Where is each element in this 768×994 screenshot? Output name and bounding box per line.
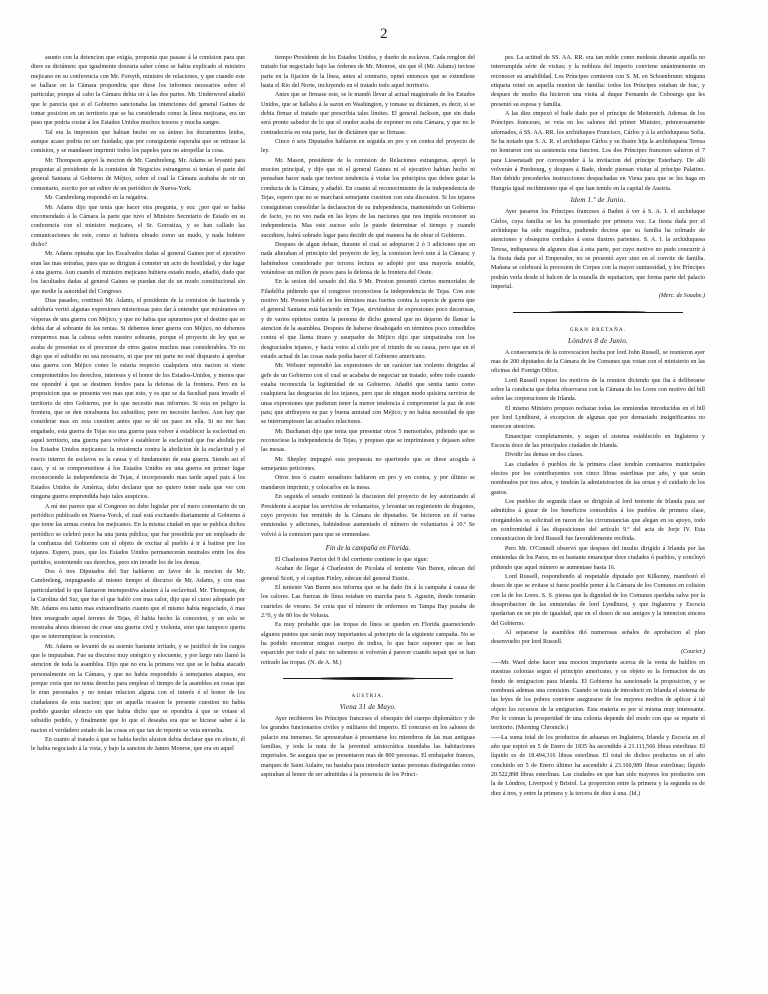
- section-divider-rule: [491, 308, 705, 319]
- source-attribution: (Courier.): [680, 648, 705, 655]
- dateline-heading: Lóndres 8 de Junio.: [568, 336, 628, 345]
- page-folio-number: 2: [380, 26, 388, 42]
- article-paragraph: Mr. Adams opinaba que los Escalvados dadas al general Gaines por el ejecutivo eran las mas estrañas, pues que se dirigian á cometer un acto de hostilidad, y dar lugar á una guerra. Aun cuando el ministro mejicano hubiera estado mudo, añadió, dudo que los facultades dadas al general Gaines se puedan dar de un modo constitucional sin que medie la autoridad del Congreso.: [31, 251, 245, 295]
- article-paragraph: Los pueblos de segunda clase se dirigirán al lord teniente de Irlanda para ser admitidos á gozar de los beneficios concedidos á los pueblos de primera clase, otorgándoles su solicitud en razon de las circunstancias que alegan en su apoyo, todo en conformidad á las disposiciones del artículo 9.º del acta de Jorje IV. Esta comunicacion de lord Russell fue favorablemente recibida.: [491, 499, 705, 543]
- article-paragraph: Mr. Adams dijo que tenia que hacer otra pregunta, y era: ¿por qué se habia encomendado á la Cámara la parte que tuvo el Ministro Secretario de Estado en su conferencia con el ministro mejicano, el Sr. Gorostiza, y se han callado las comunicaciones de este, como si hubiera obrado como un mudo, y nada hubiere dicho?: [31, 204, 245, 248]
- article-paragraph: A mí me parece que el Congreso no debe legislar por el mero comentario de un periódico publicado en Nueva-Yorck, el cual está excitando diariamente al Gobierno á que tome las armas contra los mejicanos. En la misma ciudad en que se publica dichos periódico se celebró poco ha una junta pública; que fue presidida por un empleado de la confianza del Gobierno con el objeto de excitar al pueblo á ir á batirse por los tejanos. Espero, pues, que los Estados Unidos permanecerán neutrales entre los dos partidos, sosteniendo sus derechos, pero sin invadir los de los demas.: [31, 503, 245, 566]
- article-paragraph: El mismo Ministro propuso rechazar todas las enmiendas introducidas en el bill por lord Lyndhurst, á excepcion de algunas que por demasiado insignificantes no merecen atencion.: [491, 405, 705, 431]
- article-paragraph: A las diez empezó el baile dado por el príncipe de Metternich. Ademas de los Príncipes franceses, se veia en los salones del primer Ministro, primorosamente adornados, á SS. AA. RR. los archiduques Francisco, Cárlos y á la archiduquesa Sofia. Se ha notado que S. A. R. el archiduque Cárlos y su ilustre hija la archiduquesa Teresa no honraron con su asistencia esta funcion. Los dos Príncipes franceses salieron el 7 para Liesenstadt por corresponder á la invitacion del príncipe Esterhazy. De allí volverán á Presbourg, y despues á Bade, donde piensan visitar al príncipe Palatino. Han debido precederles instrucciones despachadas en Viena para que se les haga en Hungría igual recibimiento que el que han tenido en la capital de Austria.: [491, 111, 705, 192]
- article-paragraph: Dividir las demas en dos clases.: [505, 452, 584, 459]
- source-attribution: (Merc. de Souabe.): [658, 293, 705, 300]
- dateline-heading: Idem 1.º de Junio.: [570, 196, 626, 205]
- article-paragraph: Acaban de llegar á Charleston de Picolata el teniente Van Buren, edecan del general Scott, y el capitan Finley, edecan del general Eustin.: [261, 566, 475, 582]
- article-paragraph: El teniente Van Buren nos informa que se ha dado fin á la campaña á causa de los calores. Las fuerzas de línea estaban en marcha para S. Agustin, donde tomarán cuarteles de verano. Se creia que el número de enfermos en Tampa Bay pasaba de 2.º0, y de 80 los de Volusia.: [261, 584, 475, 619]
- article-paragraph: Al separarse la asamblea dió numerosas señales de aprobacion al plan desenvuelto por lord Russell.: [491, 629, 705, 646]
- article-paragraph: En la sesion del senado del dia 9 Mr. Preston presentó ciertos memoriales de Filadelfia pidiendo que el congreso reconociese la independencia de Tejas. Con este motivo Mr. Preston habló en los términos mas fuertes contra la especie de guerra que el general Santana está haciendo en Tejas, sirviéndose de expresiones poco decorosas, y de varios epítetos contra la persona de dicho general que no dejaron de llamar la atencion de la asamblea. Despues de haberse desahogado en términos poco comedidos contra el que llama tirano y usurpador de Méjico dijo que simpatizaba con los desgraciados tejanos, y hacia votos al cielo por el triunfo de su causa, pero que en el estado actual de las cosas nada podia hacer el Gobierno americano.: [261, 279, 475, 360]
- article-paragraph: tiempo Presidente de los Estados Unidos, y dueño de esclavos. Cada renglon del tratado fue negociado bajo las órdenes de Mr. Monroe, sin que él (Mr. Adams) tuviese parte en la fijacion de la línea, antes al contrario, opinó entonces que se extendiese hasta el Rio del Norte, incluyendo en el tratado todo aquel territorio.: [261, 55, 475, 90]
- article-paragraph: Emancipar completamente, y segun el sistema establecido en Inglaterra y Escocia doce de las principales ciudades de Irlanda.: [491, 433, 705, 450]
- article-paragraph: En cuanto al tratado á que se habia hecho alusion debia declarar que en efecto, él le habia negociado á la vista, y bajo la sancion de James Monroe, que era en aquel: [31, 737, 245, 753]
- article-paragraph: A consecuencia de la convocacion hecha por lord John Russell, se reunieron ayer mas de 200 diputados de la Cámara de los Comunes que votan con el ministerio en las oficinas del Foreign Office.: [491, 349, 705, 375]
- article-paragraph: Mr. Cambreleng respondió en la negativa.: [45, 195, 148, 202]
- article-paragraph: Ayer pasaron los Príncipes franceses á Baden á ver á S. A. I. el archiduque Cárlos, cuya familia se les ha presentado por primera vez. La fiesta dada por el archiduque ha sido magnífica, pudiendo decirse que su familia ha colmado de atenciones y obsequios cordiales á estos ilustres parientes. S. A. I. la archiduquesa Teresa, indispuesta de algunos dias á esta parte, por cuyo motivo no pudo concurrir á la fiesta dada por el Emperador, no se presentó ayer sino en el convite de familia. Mañana se celebrará la procesion de Corpus con la mayor suntuosidad, y los Príncipes podrán verla desde el balcon de la muralla de equitacion, que forma parte del palacio imperial.: [491, 209, 705, 290]
- article-paragraph: Mr. Buchanan dijo que tenia que presentar otros 5 memoriales, pidiendo que se reconociese la independencia de Tejas, y propuso que se imprimiesen y dejasen sobre las mesas.: [261, 428, 475, 454]
- article-paragraph: Mr. Shepley impugnó esta propuesta no queriendo que se diese acogida á semejantes peticiones.: [261, 456, 475, 473]
- article-paragraph: Dos ó tres Diputados del Sur hablaron en favor de la mocion de Mr. Cambreleng, impugnando al mismo tiempo el discurso de Mr. Adams, y con mas particularidad lo que llamaron intempestiva alusion á la esclavitud. Mr. Thompson, de la Carolina del Sur, que fue el que habló con mas calor, dijo que el curso adoptado por Mr. Adams era tanto mas extraordinario cuanto que el mismo habia negociado, ó mas bien ensegrado aquel terreno de Tejas, él habia hecho la concesion, y un solo se mostraba ahora deseoso de crear una guerra civil y violenta, sino que tampoco queria que se interrumpiese la concesion.: [31, 568, 245, 641]
- country-heading: AUSTRIA.: [351, 693, 385, 699]
- text-column-2: [261, 54, 475, 780]
- article-paragraph: Las ciudades ó pueblos de la primera clase tendrán comisarios municipales electos por los contribuyentes con cinco libras esterlinas por año, y que serán nombrados por tres años, y tendrán la administracion de las ornas y el cuidado de los gastos.: [491, 461, 705, 496]
- article-paragraph: En seguida el senado continuó la discusion del proyecto de ley autorizando al Presidente á aceptar los servicios de voluntarios, y levantar un regimiento de dragones, cuyo proyecto fue remitido de la Cámara de diputados. Se hicieron en él varias enmiendas y adiciones, habiéndose aumentado el número de voluntarios á 10.º Se volvió á la comision para que se enmendase.: [261, 494, 475, 538]
- article-paragraph: Mr. Webster reprendió las expresiones de un carácter tan violento dirigidas al gefe de un Gobierno con el cual se acababa de negociar un tratado, sobre todo cuando estaba reconocida la legitimidad de su Gobierno. Añadió que sentia tanto como cualquiera las desgracias de los tejanos, pero que de ningun modo quisiera servirse de unas expresiones que pudieran tener la menor tendencia á comprometer la paz de este pais; que atribuyera su paz y buena amistad con Méjico; y no habia necesidad de que se interrumpiesen las actuales relaciones.: [261, 363, 475, 426]
- section-divider-rule: [261, 674, 475, 685]
- article-paragraph: Mr. Mason, presidente de la comision de Relaciones estrangeras, apoyó la mocion principal, y dijo que ni el general Gaines ni el ejecutivo habian hecho ni pensaban hacer nada que tuviese tendencia á violar los principios que deben guiar la conducta de la Cámara, y añadió. En cuanto al reconocimiento de la independencia de Tejas, espero que no se marchará semejante cuestion con esta discusion. Si los tejanos consiguieran consolidar la declaracion de su independencia, manteniéndo un Gobierno de facto, yo no veo nada en las leyes de las naciones que nos impida reconocer su independencia. Mas este suceso solo le puede determinar el tiempo y cuando sucediere, habrá sobrado lugar para decidir de qué manera ha de obrar el Gobierno.: [261, 157, 475, 239]
- article-paragraph: Pero Mr. O'Connell observó que despues del insulto dirigido á Irlanda por las enmiendas de los Pares, no es bastante emancipar doce ciudades ó pueblos, y concluyó pidiendo que aquel número se aumentase hasta 16.: [491, 545, 705, 571]
- news-item-paragraph: —— La suma total de los productos de aduanas en Inglaterra, Irlanda y Escocia en el año que espiró en 5 de Enero de 1835 ha ascendido á 21.111,566 libras esterlinas. El líquido es de 18.494,316 libras esterlinas. El total de dichos productos en el año concluido en 5 de Enero último ha ascendido á 23.160,989 libras esterlinas; líquido 20.522,898 libras esterlinas. Las ciudades en que han sido mayores los productos son la de Lóndres, Liverpool y Bristol. La proporcion entre la primera y la segunda es de diez á tres, y entre la primera y la tercera de diez á una. (Id.): [491, 734, 705, 799]
- text-column-3: [491, 54, 705, 799]
- article-paragraph: Ayer recibieron los Príncipes franceses el obsequio del cuerpo diplomático y de los grandes funcionarios civiles y militares del imperio. El concurso en los salones de palacio era inmenso. Se apresuraban á presentarse los miembros de las mas antiguas familias, y toda la nata de la juventud aristocrática inundaba las habitaciones imperiales. Se asegura que se presentaron mas de 800 personas. El embajador frances, marques de Saint Aulaire, no bastaba para introducir tantas personas distinguidas como aspiraban al honor de ser admitidas á la presencia de los Prínci-: [261, 716, 475, 779]
- article-paragraph: asunto con la detencion que exigia, proponia que pasase á la comision para que diere su dictámen: que igualmente desearia saber cómo se habia explicado el ministro mejicano en su conferencia con Mr. Forsyth, ministro de relaciones, y que cuando este se hallase en la Cámara propondria que diese los informes necesarios sobre el particular, porque al cabo la Cámara debia oir á las dos partes. Mr. Underwood añadió que le parecia que si el Gobierno sancionaba las intenciones del general Gaines de tomar posicion en un territorio que se ha considerado como la línea mejicana, era un paso que podria costar á los Estados Unidos muchos tesoros y mucha sangre.: [31, 55, 245, 127]
- article-paragraph: Mr. Adams se levantó de su asiento bastante irritado, y se justificó de los cargos que le imputaban. Fue su discurso muy enérgico y elocuente, y por largo rato llamó la atencion de toda la asamblea. Dijo que no era la primera vez que se le habia atacado personalmente en la Cámara, y que no habia respondido á semejantes ataques, era porque creia que no tenia derecho para emplear el tiempo de la asamblea en cosas que le eran personales y no tenian relacion alguna con el interés é el honor de los ciudadanos de esta nacion; que en aquella ocasion le presente cuestion no habia podido guardar silencio sin que habia dicho que se opondria á que se votase el subsidio pedido, y finalmente que lo que el deseaba era que se hiciese saber á la nacion el verdadero estado de las cosas en que tan de repente se veia envuelta.: [31, 643, 245, 734]
- news-item-paragraph: —— Mr. Ward debe hacer una mocion importante acerca de la venta de baldios en nuestras colonias segun el principio americano, y su objeto es la formacion de un fondo de emigracion para Irlanda. El Gobierno ha sancionado la proposicion, y se nombrará ademas una comision. Cuando se trata de introducir en Irlanda el sistema de las leyes de los pobres conviene asegurarse de los mejores medios de aplicar á tal objeto los recursos de la emigracion. Esta materia es por sí misma muy interesante. Por lo comun la prosperidad de una colonia depende del modo con que se reparte el territorio. (Morning Chronicle.): [491, 659, 705, 734]
- article-paragraph: pes. La actitud de SS. AA. RR. era tan noble como modesta durante aquella no interrumpida série de visitas; y la nobleza del imperio conviene unánimemente en reconocer su amabilidad. Los Príncipes comieron con S. M. en Schoenbrunn: ninguna etiqueta reinó en aquella reunion de familia: todos los Príncipes estaban de frac, y despues de medio dia hicieron una visita al duque Fernando de Cobourgo que les presentó su esposa y familia.: [491, 55, 705, 108]
- article-paragraph: Dias pasados, continuó Mr. Adams, el presidente de la comision de hacienda y sabiduría vertió algunas expresiones misteriosas para dar á entender que miráramos en vísperas de una guerra con Méjico, y que no habia que apurarnos por el destino que se debia dar al sobrante de las rentas. Si debemos tener guerra con Méjico, no debemos rompernos mas la cabeza sobre nuestro sobrante, porque el proyecto de ley que se acaba de presentar es el precursor de otros gastos muchos mas considerables. Yo no digo que el subsidio no sea necesario, ni que por mi parte no esté dispuesto á aprobar una guerra con Méjico como lo estaria respecto cualquiera otra nacion si viene comprometidos los derechos, intereses y el honor de los Estados-Unidos, y menos que me opondré á que se destinen fondos para la defensa de la frontera. Pero en la proposicion que se presenta veo mas que esto, y es que se da facultad para invadir el territorio de otro Gobierno, por lo que necesito mas informes. Si esta en peligro la frontera, que se den norabuena los subsidios; pero no necesito hechos. Aun hay que considerar mas en esta cuestion antes que se dé un paso en ella. Si no me han engañado, esta guerra de Tejas era una guerra para volver á establecer la esclavitud en aquel territorio, una guerra para volver á establecer la esclavitud que fue abolida por los Estados Unidos mejicanos: la resistencia contra la abolicion de la esclavitud y el rescio interno de esclavos es la causa y el fundamento de esta guerra. Siendo asi el caso, y si se comprometiese á los Estados Unidos en una guerra en primer lugar reconociendo la independencia de Tejas, é incorporando mas tarde aquel pais á los Estados Unidos de América, debo declarar que no quiero tener nada que ver con ninguna guerra emprendida bajo tales auspicios.: [31, 297, 245, 501]
- article-paragraph: Despues de algun debate, durante el cual se adoptaron 2 ó 3 adiciones que en nada alteraban el principio del proyecto de ley, la comision levó este á la Cámara; y habiéndose considerado por tercera lectura se adoptó por una mayoría notable, votándose un millon de pesos para la defensa de la frontera del Oeste.: [261, 241, 475, 276]
- text-column-1: [31, 54, 245, 755]
- article-columns: [31, 54, 737, 974]
- country-heading: GRAN BRETAÑA.: [569, 326, 627, 333]
- article-paragraph: Mr. Thompson apoyó la mocion de Mr. Cambreleng. Mr. Adams se levantó para preguntar al presidente de la comision de Negocios estrangeros si tenian el parte del general Santana al Gobierno de Méjico, sobre el cual la Cámara acababa de oir un comentario, escrito por un editor de un periódico de Nueva-York.: [31, 157, 245, 192]
- article-paragraph: El Charleston Patriot del 9 del corriente contiene lo que sigue:: [275, 556, 429, 563]
- article-paragraph: Cinco ó seis Diputados hablaron en seguida en pro y en contra del proyecto de ley.: [261, 139, 475, 155]
- article-paragraph: Es muy probable que las tropas de línea se queden en Florida guarneciendo algunos puntos que serán muy importantes al principio de la siguiente campaña. No se ha podido encontrar ningun cuerpo de indios, lo que hace suponer que se han esparcido por todo el pais: no sabemos si volverán á parecer cuando sepan que se han retirado las tropas. (N. de A. M.): [261, 622, 475, 666]
- section-heading: Fin de la campaña en Florida.: [325, 544, 411, 552]
- article-paragraph: Otros tres ó cuatro senadores hablaron en pro y en contra, y por último se mandaron imprimir, y colocarlos en la mesa.: [261, 475, 475, 491]
- article-paragraph: Lord Russell expuso los motivos de la reunion diciendo que iba á deliberarse sobre la conducta que debia observarse con la Cámara de los Lores con motivo del bill sobre las corporaciones de Irlanda.: [491, 377, 705, 403]
- article-paragraph: Tal era la impresion que habian hecho en su ánimo los documentos leidos, aunque acaso podria no ser fundada; que por consiguiente esperaba que se retirase la comision, y se mandasen imprimir todos los papeles para no atropellar la cosa.: [31, 129, 245, 155]
- article-paragraph: Lord Russell, respondiendo al respetable diputado por Kilkenny, manifestó el deseo de que se evitase si fuese posible poner á la Cámara de los Comunes en colision con la de los Lores. S. S. piensa que la dignidad de los Comunes quedaba salva por la desaprobacion de las enmiendas de lord Lyndhurst, y que Inglaterra y Escocia quedarian en un pie de igualdad, que en el deseo de sus amigos y la intencion sincera del Gobierno.: [491, 573, 705, 627]
- article-paragraph: Antes que se firmase este, se le mandó llevar al actual magistrado de los Estados Unidos, que se hallaba á la sazon en Washington, y tomase su dictámen, es decir, si se debia firmar el tratado que prescribia tales límites. El general Jackson, que sin duda será pronto sabedor de lo que el orador acaba de exponer en esta Cámara, y que no le contradeciría en esta parte, fue de dictámen que se firmase.: [261, 92, 475, 136]
- dateline-heading: Viena 31 de Mayo.: [339, 703, 397, 711]
